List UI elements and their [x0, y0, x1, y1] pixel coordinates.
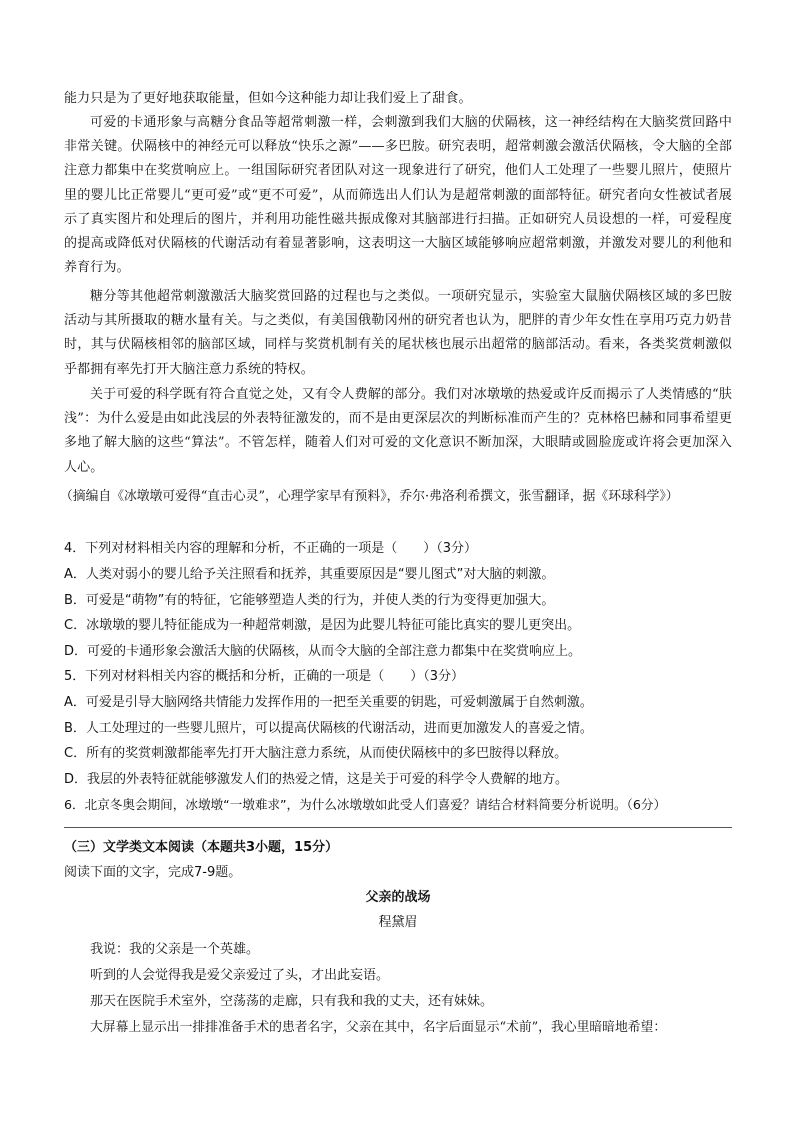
section-heading: （三）文学类文本阅读（本题共3小题，15分） [64, 840, 339, 855]
section-divider [64, 827, 732, 828]
story-line-2: 听到的人会觉得我是爱父亲爱过了头，才出此妄语。 [90, 968, 390, 983]
story-line-4: 大屏幕上显示出一排排准备手术的患者名字，父亲在其中，名字后面显示“术前”，我心里暗暗地希望： [90, 1020, 667, 1035]
question-5-option-c: C．所有的奖赏刺激都能率先打开大脑注意力系统，从而使伏隔核中的多巴胺得以释放。 [64, 746, 568, 761]
passage-citation: （摘编自《冰墩墩可爱得“直击心灵”，心理学家早有预料》，乔尔·弗洛利希撰文，张雪翻译，据《环球科学》） [60, 489, 679, 504]
question-4-stem: 4．下列对材料相关内容的理解和分析，不正确的一项是（ ）（3分） [64, 541, 478, 556]
question-5-option-a: A．可爱是引导大脑网络共情能力发挥作用的一把至关重要的钥匙，可爱刺激属于自然刺激。 [64, 695, 593, 710]
question-5-option-d: D．我层的外表特征就能够激发人们的热爱之情，这是关于可爱的科学令人费解的地方。 [64, 772, 569, 787]
passage-paragraph-0: 能力只是为了更好地获取能量，但如今这种能力却让我们爱上了甜食。 [64, 91, 472, 106]
passage-paragraph-3: 关于可爱的科学既有符合直觉之处，又有令人费解的部分。我们对冰墩墩的热爱或许反而揭示了人类情感的“肤浅”：为什么爱是由如此浅层的外表特征激发的，而不是由更深层次的判断标准而产生的？克林格巴赫和同事希望更多地了解大脑的这些“算法”。不管怎样，随着人们对可爱的文化意识不断加深，大眼睛或圆脸庞或许将会更加深入人心。 [64, 387, 732, 475]
passage-paragraph-2: 糖分等其他超常刺激激活大脑奖赏回路的过程也与之类似。一项研究显示，实验室大鼠脑伏隔核区域的多巴胺活动与其所摄取的糖水量有关。与之类似，有美国俄勒冈州的研究者也认为，肥胖的青少年女性在享用巧克力奶昔时，其与伏隔核相邻的脑部区域，同样与奖赏机制有关的尾状核也展示出超常的脑部活动。看来，各类奖赏刺激似乎都拥有率先打开大脑注意力系统的特权。 [64, 289, 732, 377]
story-line-3: 那天在医院手术室外，空荡荡的走廊，只有我和我的丈夫，还有妹妹。 [90, 994, 494, 1009]
passage-paragraph-1: 可爱的卡通形象与高糖分食品等超常刺激一样，会刺激到我们大脑的伏隔核，这一神经结构在大脑奖赏回路中非常关键。伏隔核中的神经元可以释放“快乐之源”——多巴胺。研究表明，超常刺激会激活伏隔核，令大脑的全部注意力都集中在奖赏响应上。一组国际研究者团队对这一现象进行了研究，他们人工处理了一些婴儿照片，使照片里的婴儿比正常婴儿“更可爱”或“更不可爱”，从而筛选出人们认为是超常刺激的面部特征。研究者向女性被试者展示了真实图片和处理后的图片，并利用功能性磁共振成像对其脑部进行扫描。正如研究人员设想的一样，可爱程度的提高或降低对伏隔核的代谢活动有着显著影响，这表明这一大脑区域能够响应超常刺激，并激发对婴儿的利他和养育行为。 [64, 115, 732, 276]
question-4-option-b: B．可爱是“萌物”有的特征，它能够塑造人类的行为，并使人类的行为变得更加强大。 [64, 593, 555, 608]
question-4-option-d: D．可爱的卡通形象会激活大脑的伏隔核，从而令大脑的全部注意力都集中在奖赏响应上。 [64, 644, 582, 659]
question-5-stem: 5．下列对材料相关内容的概括和分析，正确的一项是（ ）（3分） [64, 669, 465, 684]
question-5-option-b: B．人工处理过的一些婴儿照片，可以提高伏隔核的代谢活动，进而更加激发人的喜爱之情。 [64, 721, 593, 736]
story-line-1: 我说：我的父亲是一个英雄。 [90, 942, 260, 957]
story-title: 父亲的战场 [365, 890, 431, 905]
question-4-option-c: C．冰墩墩的婴儿特征能成为一种超常刺激，是因为此婴儿特征可能比真实的婴儿更突出。 [64, 618, 581, 633]
question-6-stem: 6．北京冬奥会期间，冰墩墩“一墩难求”，为什么冰墩墩如此受人们喜爱？请结合材料简要分析说明。（6分） [64, 797, 667, 812]
question-4-option-a: A．人类对弱小的婴儿给予关注照看和抚养，其重要原因是“婴儿图式”对大脑的刺激。 [64, 567, 555, 582]
section-instruction: 阅读下面的文字，完成7-9题。 [64, 865, 242, 880]
story-author: 程黛眉 [378, 915, 418, 930]
